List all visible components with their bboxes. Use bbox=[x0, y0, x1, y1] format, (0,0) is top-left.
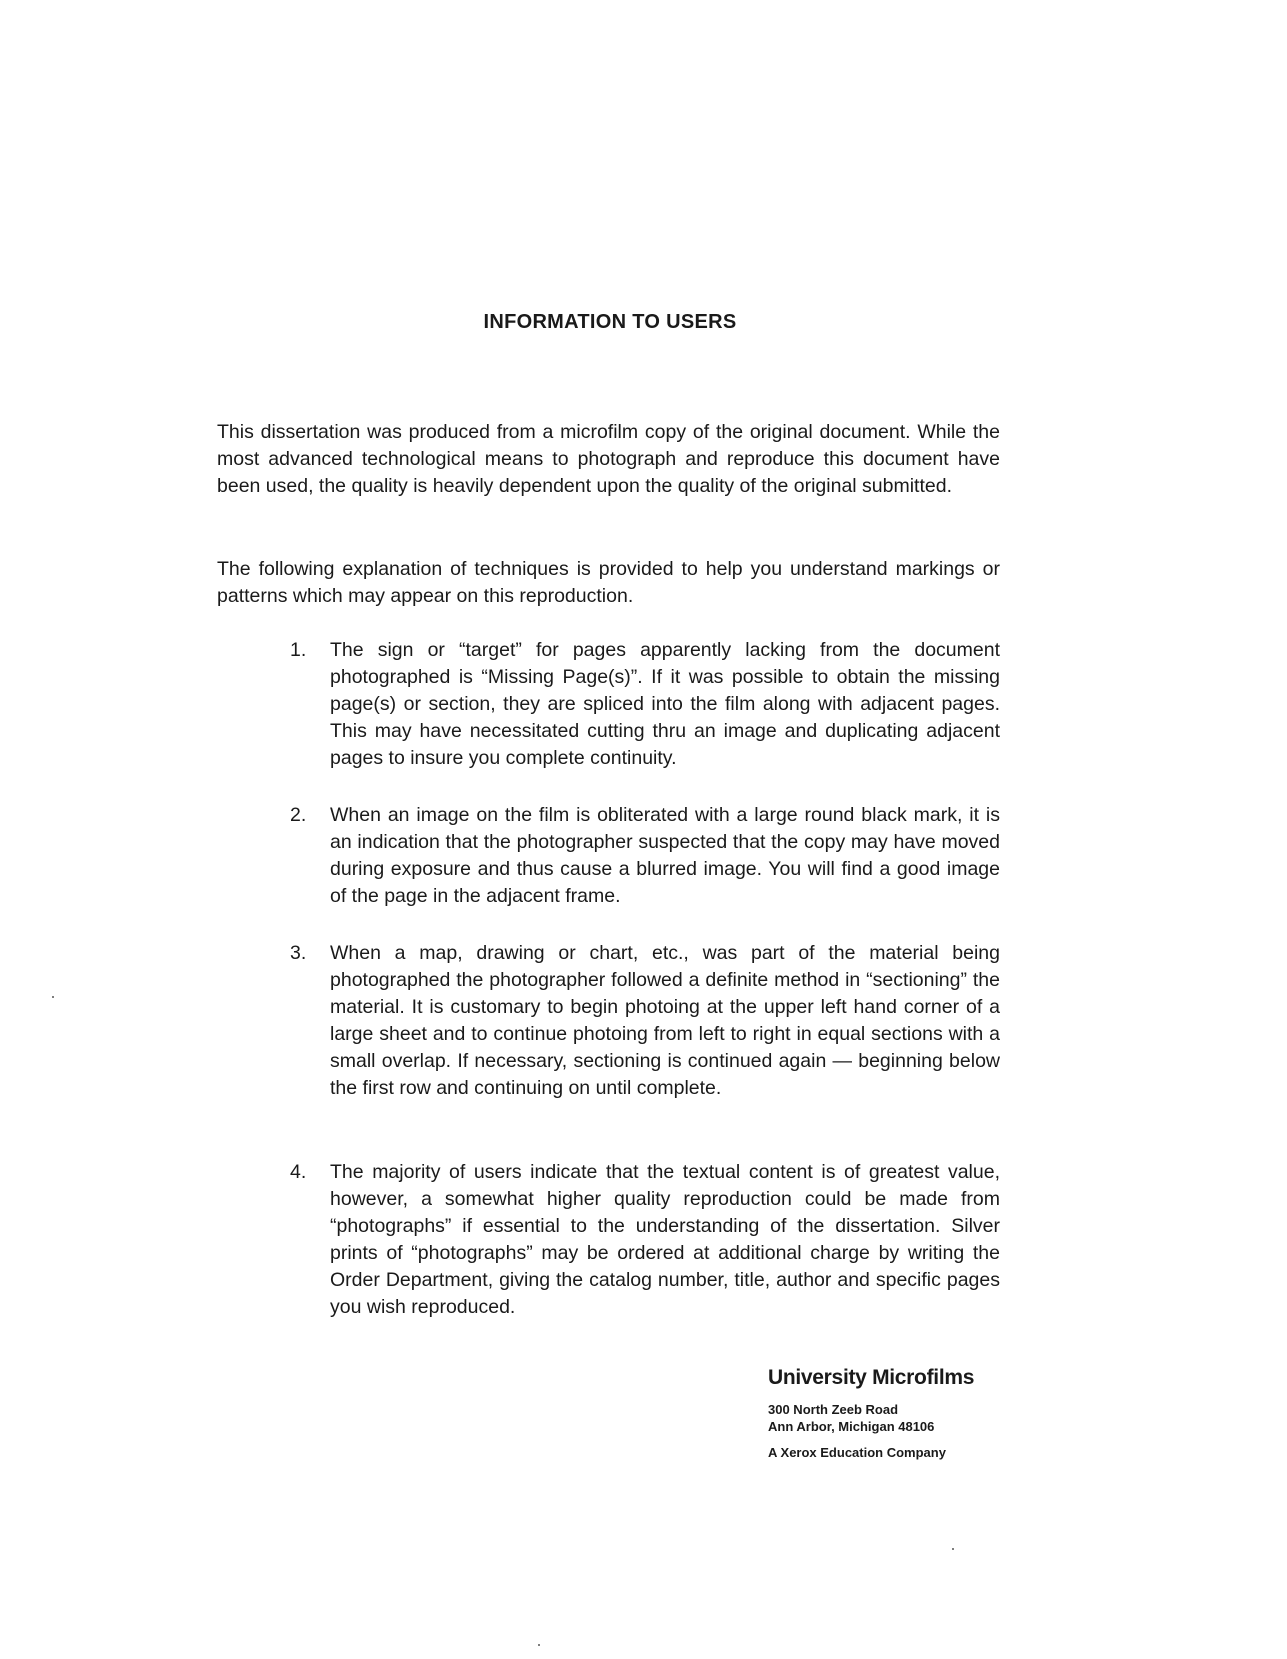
explanation-paragraph: The following explanation of techniques is provided to help you understand markings or patterns which may appear on this reproduction. bbox=[217, 558, 1000, 607]
list-item-text: The majority of users indicate that the textual content is of greatest value, however, a somewhat higher quality reproduction could be made from “photographs” if essential to the understanding of the dissertation. Silver prints of “photographs” may be ordered at additional charge by writing the Order Department, giving the catalog number, title, author and specific pages you wish reproduced. bbox=[330, 1161, 1000, 1318]
intro-paragraph: This dissertation was produced from a microfilm copy of the original document. While the most advanced technological means to photograph and reproduce this document have been used, the quality is heavily dependent upon the quality of the original submitted. bbox=[217, 421, 1000, 497]
publisher-block bbox=[768, 1365, 1068, 1461]
list-item-text: When an image on the film is obliterated with a large round black mark, it is an indication that the photographer suspected that the copy may have moved during exposure and thus cause a blurred image. You will find a good image of the page in the adjacent frame. bbox=[330, 804, 1000, 907]
publisher-address-line-1: 300 North Zeeb Road bbox=[768, 1402, 899, 1417]
publisher-name: University Microfilms bbox=[768, 1366, 975, 1389]
list-item-text: When a map, drawing or chart, etc., was part of the material being photographed the photographer followed a definite method in “sectioning” the material. It is customary to begin photoing at the upper left hand corner of a large sheet and to continue photoing from left to right in equal sections with a small overlap. If necessary, sectioning is continued again — beginning below the first row and continuing on until complete. bbox=[330, 942, 1000, 1099]
scan-speck bbox=[952, 1548, 954, 1550]
scan-speck bbox=[52, 996, 54, 998]
page-title: INFORMATION TO USERS bbox=[483, 311, 737, 333]
publisher-company: A Xerox Education Company bbox=[768, 1445, 946, 1460]
list-item-number: 2. bbox=[290, 804, 307, 826]
list-item-number: 3. bbox=[290, 942, 307, 964]
list-item-text: The sign or “target” for pages apparently lacking from the document photographed is “Missing Page(s)”. If it was possible to obtain the missing page(s) or section, they are spliced into the film along with adjacent pages. This may have necessitated cutting thru an image and duplicating adjacent pages to insure you complete continuity. bbox=[330, 639, 1000, 769]
list-item-number: 4. bbox=[290, 1161, 307, 1183]
scan-speck bbox=[538, 1644, 540, 1646]
publisher-address-line-2: Ann Arbor, Michigan 48106 bbox=[768, 1419, 935, 1434]
list-item-number: 1. bbox=[290, 639, 307, 661]
